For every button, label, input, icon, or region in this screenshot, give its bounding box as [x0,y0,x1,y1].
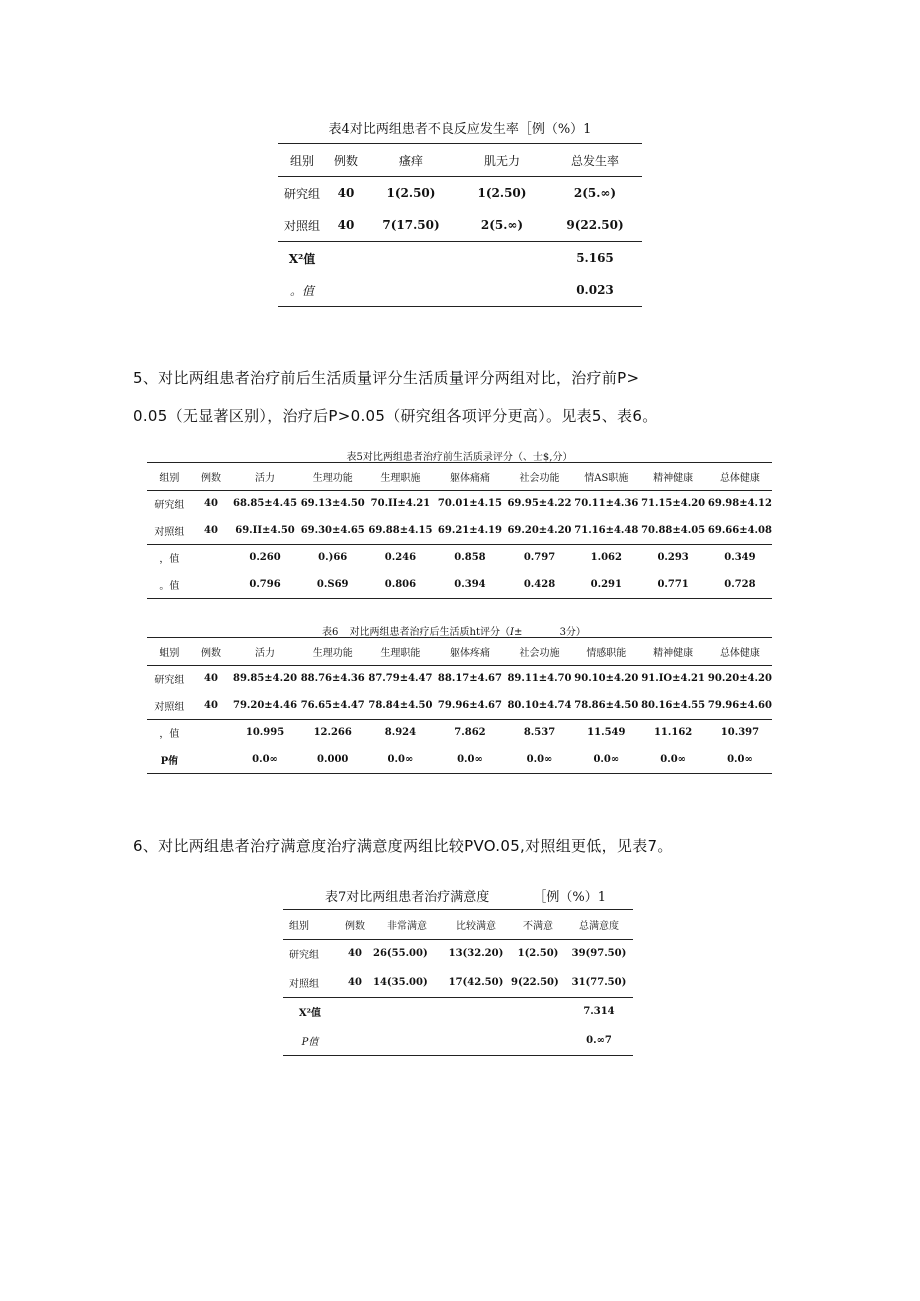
table-cell: 研究组 [154,675,185,687]
table-cell: 79.20±4.46 [232,699,298,711]
table6 [147,637,772,774]
table5-header-cell: 躯体痛痛 [449,472,490,484]
table-cell: 78.84±4.50 [368,699,433,711]
table-cell: 89.11±4.70 [507,673,572,685]
table5-header-cell: 生理职施 [380,472,421,484]
table-cell: 1.062 [590,552,622,564]
table-cell: 40 [204,699,218,711]
table4 [278,143,642,307]
table-cell: 70.01±4.15 [437,498,502,510]
table-cell: 76.65±4.47 [300,699,365,711]
table-cell: 9(22.50) [511,976,559,988]
table6-caption [322,623,586,638]
table-cell: 40 [348,976,362,988]
table-cell: 10.995 [245,727,285,739]
table6-header-cell: 生理功能 [312,647,353,659]
table-cell: 40 [204,498,218,510]
table-cell: 2(5.∞) [573,186,617,200]
table6-header-row [147,638,772,666]
table5-header-cell: 总体健康 [719,472,760,484]
table-cell: 0.246 [384,552,417,564]
table-cell: 7.314 [583,1006,615,1018]
table-cell: 80.10±4.74 [507,699,572,711]
table6-caption-title: 对比两组患者治疗后生活质ht评分（ [349,627,511,638]
table6-caption-unit: 3分） [559,627,586,638]
table7-caption [325,886,606,905]
table6-header-cell: 躯体疼痛 [449,647,490,659]
table-cell: 79.96±4.67 [437,699,502,711]
table5-header-row [147,463,772,491]
table-cell: 40 [337,186,355,200]
table-cell: 0.0∞ [252,753,278,765]
table-cell: 71.15±4.20 [641,498,706,510]
table-cell: P侑 [160,755,179,767]
table-cell: 7(17.50) [382,218,440,232]
table-cell: 0.0∞ [457,753,483,765]
table-cell: 11.162 [653,727,693,739]
table4-header-cell: 总发生率 [570,153,619,168]
table-row [278,209,642,242]
table-row [147,692,772,719]
table6-header-cell: 生理职能 [380,647,421,659]
table-cell: 0.349 [724,552,756,564]
table-cell: 0.858 [454,552,486,564]
table6-header-cell: 精神健康 [653,647,694,659]
table4-caption: 表4对比两组患者不良反应发生率［例（%）1 [328,122,592,137]
table-cell: 0.S69 [316,578,349,590]
table-row [147,544,772,571]
paragraph-5-line-1: 5、对比两组患者治疗前后生活质量评分生活质量评分两组对比，治疗前P> [133,369,640,387]
table4-header-cell: 组别 [289,153,314,168]
table-cell: 对照组 [289,978,319,990]
table-cell: 40 [204,673,218,685]
table6-header-cell: 情感职能 [586,647,627,659]
table-cell: 88.76±4.36 [300,673,365,685]
table-cell: 0.428 [523,578,556,590]
table5-header-cell: 活力 [255,472,276,484]
table-cell: 71.16±4.48 [574,524,639,536]
table-cell: 0.806 [384,578,417,590]
table5-header-cell: 精神健康 [653,472,694,484]
table5-header-cell: 例数 [201,472,222,484]
table-row [283,997,633,1026]
table-cell: 80.16±4.55 [641,699,706,711]
table-cell: 5.165 [576,251,614,265]
table-cell: 对照组 [154,701,185,713]
table5-header-cell: 组别 [159,472,180,484]
table-cell: 69.13±4.50 [300,498,365,510]
table6-header-cell: 活力 [255,647,276,659]
table7-header-cell: 不满意 [523,920,553,932]
table-row [278,177,642,210]
table4-header-row [278,144,642,177]
table-cell: 0.∞7 [586,1034,612,1046]
table-cell: 0.260 [249,552,281,564]
table5-caption: 表5对比两组患者治疗前生活质录评分（、士$,分） [346,452,573,463]
table6-header-cell: 蛆别 [159,647,180,659]
table-cell: 12.266 [313,727,352,739]
table-cell: 69.20±4.20 [507,524,572,536]
table-cell: 8.924 [384,727,417,739]
table6-caption-symbol: I± [510,627,523,638]
table-cell: 1(2.50) [517,948,559,960]
table-cell: 69.98±4.12 [707,498,772,510]
table7-caption-title: 表7对比两组患者治疗满意度 [325,890,490,905]
table-row [147,571,772,598]
table-cell: 0.0∞ [593,753,620,765]
table7-header-row [283,910,633,940]
table-cell: 91.IO±4.21 [641,673,705,685]
table4-header-cell: 例数 [333,153,358,168]
table-row [147,490,772,517]
table-cell: 69.II±4.50 [235,524,295,536]
table-row [147,665,772,692]
table-row [283,968,633,997]
table-row [147,746,772,773]
table7-header-cell: 组别 [289,920,309,932]
paragraph-5-line-2: 0.05（无显著区别），治疗后P>0.05（研究组各项评分更高）。见表5、表6。 [133,407,658,425]
table5-header-cell: 社会功能 [519,472,560,484]
table7-header-cell: 非常满意 [387,920,427,932]
table-cell: 研究组 [283,186,320,201]
table7-caption-unit: ［例（%）1 [533,890,607,905]
table-cell: 0.293 [657,552,689,564]
table-cell: 40 [337,218,355,232]
table-cell: 0.)66 [318,552,348,564]
table-cell: 0.023 [576,283,614,297]
table-cell: 79.96±4.60 [707,699,772,711]
table6-header-cell: 社会功施 [519,647,560,659]
table-row [283,939,633,968]
table-cell: 0.728 [724,578,756,590]
table-cell: 1(2.50) [477,186,527,200]
table-cell: 87.79±4.47 [368,673,433,685]
table-cell: 10.397 [720,727,760,739]
table-cell: 研究组 [154,500,185,512]
table-row [283,1026,633,1055]
table-row [278,242,642,275]
table-cell: 0.0∞ [526,753,553,765]
table-row [147,719,772,746]
table5-header-cell: 情AS职施 [584,472,629,484]
table-cell: 89.85±4.20 [232,673,298,685]
table-cell: 0.797 [523,552,556,564]
table-cell: 0.796 [249,578,281,590]
table-cell: 13(32.20) [448,948,504,960]
table5 [147,462,772,599]
table-cell: 39(97.50) [571,948,627,960]
table4-header-cell: 肌无力 [483,153,520,168]
table-cell: 70.II±4.21 [370,498,431,510]
table-cell: 7.862 [454,727,486,739]
table-cell: 11.549 [587,727,626,739]
table-cell: 78.86±4.50 [574,699,639,711]
table-cell: 31(77.50) [571,976,627,988]
table-cell: 。值 [159,580,180,592]
table-cell: 69.30±4.65 [300,524,365,536]
table-cell: 40 [348,948,362,960]
table-cell: 70.11±4.36 [574,498,639,510]
table-cell: 69.88±4.15 [368,524,433,536]
table-cell: 1(2.50) [386,186,436,200]
table-cell: 0.0∞ [387,753,414,765]
table-cell: 0.771 [657,578,689,590]
table-cell: ，值 [159,554,180,566]
table-cell: 69.95±4.22 [507,498,572,510]
table-cell: 69.21±4.19 [437,524,502,536]
table-row [278,274,642,307]
paragraph-6-line-1: 6、对比两组患者治疗满意度治疗满意度两组比较PVO.05,对照组更低，见表7。 [133,837,673,855]
table-cell: 对照组 [154,526,185,538]
table-cell: X²值 [298,1008,322,1020]
table-cell: 研究组 [289,950,319,962]
table7 [283,909,633,1056]
table-cell: 0.291 [590,578,622,590]
table6-header-cell: 例数 [201,647,222,659]
table5-header-cell: 生理功能 [312,472,353,484]
table-cell: P值 [301,1036,319,1048]
table-cell: 8.537 [523,727,556,739]
table-cell: 0.000 [317,753,349,765]
table-cell: 69.66±4.08 [707,524,772,536]
table-cell: 0.0∞ [660,753,686,765]
table6-header-cell: 总体健康 [719,647,760,659]
table-cell: 26(55.00) [373,948,428,960]
table6-caption-number: 表6 [322,627,339,638]
table-cell: 40 [204,524,218,536]
table-cell: 0.0∞ [727,753,753,765]
table-cell: 2(5.∞) [480,218,524,232]
table-cell: 70.88±4.05 [641,524,706,536]
table-cell: 0.394 [454,578,486,590]
table-cell: 。值 [289,283,314,298]
table-cell: 14(35.00) [373,976,428,988]
table-cell: ，值 [159,729,180,741]
table7-header-cell: 总满意度 [579,920,619,932]
table-cell: 68.85±4.45 [232,498,298,510]
table-cell: X²值 [288,251,316,266]
table-cell: 对照组 [283,218,320,233]
table-cell: 88.17±4.67 [437,673,502,685]
table-cell: 90.20±4.20 [707,673,772,685]
table-cell: 9(22.50) [566,218,624,232]
table7-header-cell: 比较满意 [456,920,496,932]
table-cell: 17(42.50) [448,976,504,988]
table-cell: 90.10±4.20 [574,673,639,685]
table7-header-cell: 例数 [345,920,365,932]
table4-header-cell: 瘙痒 [398,153,423,168]
table-row [147,517,772,544]
